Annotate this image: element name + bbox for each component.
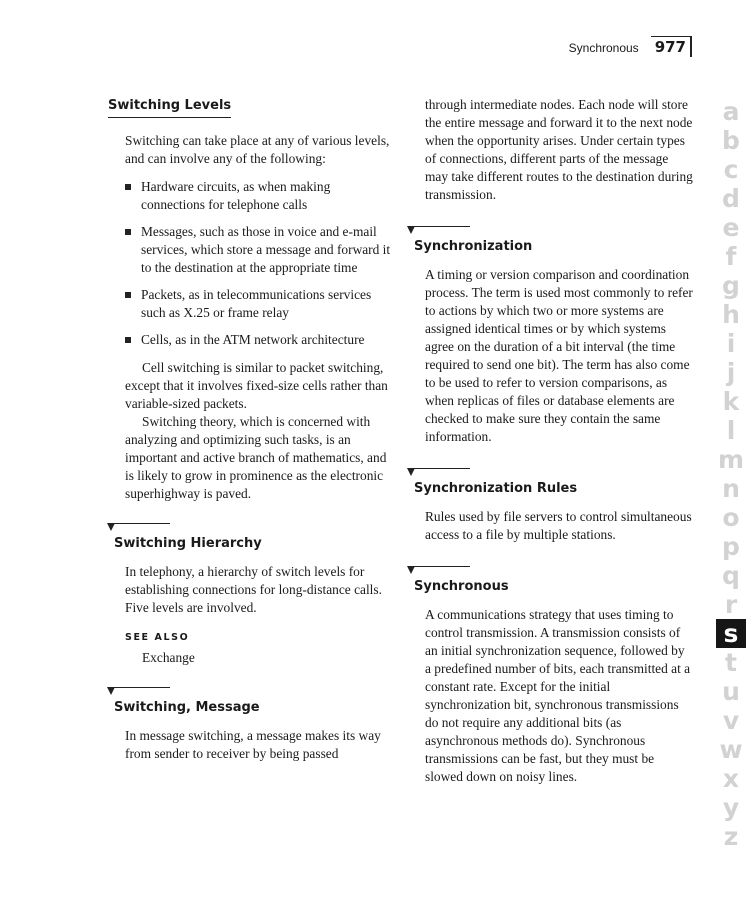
thumb-tab-q[interactable]: q	[722, 561, 740, 590]
thumb-tab-y[interactable]: y	[722, 793, 740, 822]
thumb-tab-n[interactable]: n	[722, 474, 740, 503]
thumb-tab-o[interactable]: o	[722, 503, 740, 532]
switching-levels-para-2: Switching theory, which is concerned with analyzing and optimizing such tasks, is an important and active branch of mathematics, and is likely to grow in prominence as the electronic superhighway is paved.	[125, 414, 387, 501]
entry-marker-icon	[408, 468, 470, 469]
switching-levels-intro: Switching can take place at any of various levels, and can involve any of the following:	[125, 133, 390, 166]
thumb-tab-e[interactable]: e	[722, 213, 740, 242]
entry-marker-icon	[108, 687, 170, 688]
thumb-tab-z[interactable]: z	[723, 822, 739, 851]
see-also-link[interactable]: Exchange	[142, 650, 195, 665]
list-item: Cells, as in the ATM network architecture	[141, 331, 393, 349]
thumb-tab-r[interactable]: r	[724, 590, 738, 619]
running-head	[569, 36, 692, 57]
entry-marker-icon	[108, 523, 170, 524]
thumb-tab-b[interactable]: b	[722, 126, 740, 155]
thumb-tab-m[interactable]: m	[717, 445, 745, 474]
see-also-label: SEE ALSO	[125, 632, 190, 643]
thumb-tab-g[interactable]: g	[722, 271, 740, 300]
thumb-tab-i[interactable]: i	[726, 329, 736, 358]
switching-message-body: In message switching, a message makes its way from sender to receiver by being passed	[125, 728, 381, 761]
thumb-tab-a[interactable]: a	[722, 97, 740, 126]
entry-title-text: Synchronization	[414, 239, 533, 254]
synchronization-rules-body: Rules used by file servers to control simultaneous access to a file by multiple stations.	[425, 509, 692, 542]
thumb-tab-d[interactable]: d	[722, 184, 740, 213]
entry-title-text: Switching Hierarchy	[114, 536, 262, 551]
thumb-tab-u[interactable]: u	[722, 677, 740, 706]
entry-title-switching-message	[114, 687, 393, 717]
thumb-tab-h[interactable]: h	[722, 300, 740, 329]
list-item: Packets, as in telecommunications services such as X.25 or frame relay	[141, 286, 393, 322]
left-column	[108, 96, 393, 763]
entry-marker-icon	[408, 226, 470, 227]
right-column	[408, 96, 693, 786]
thumb-tab-w[interactable]: w	[719, 735, 743, 764]
entry-marker-icon	[408, 566, 470, 567]
list-item: Hardware circuits, as when making connections for telephone calls	[141, 178, 393, 214]
thumb-tab-x[interactable]: x	[722, 764, 740, 793]
thumb-tab-c[interactable]: c	[723, 155, 739, 184]
thumb-tab-k[interactable]: k	[722, 387, 740, 416]
entry-title-synchronization-rules	[414, 468, 693, 498]
entry-title-switching-hierarchy	[114, 523, 393, 553]
thumb-index	[716, 97, 746, 851]
entry-title-switching-levels: Switching Levels	[108, 97, 231, 118]
entry-title-text: Synchronous	[414, 579, 509, 594]
thumb-tab-t[interactable]: t	[725, 648, 737, 677]
synchronous-body: A communications strategy that uses timing to control transmission. A transmission consists of an initial synchronization sequence, followed by a predefined number of bits, each transmitted at a constant rate. Except for the initial synchronization bit, synchronous transmissions do not require any additional bits (as asynchronous methods do). Synchronous transmissions can be fast, but they must be slowed down on noisy lines.	[425, 607, 691, 784]
running-head-word: Synchronous	[568, 41, 639, 55]
page-number: 977	[651, 36, 692, 57]
list-item: Messages, such as those in voice and e-mail services, which store a message and forward it to the destination at the appropriate time	[141, 223, 393, 277]
entry-title-synchronization	[414, 226, 693, 256]
entry-title-synchronous	[414, 566, 693, 596]
thumb-tab-f[interactable]: f	[725, 242, 737, 271]
thumb-tab-v[interactable]: v	[722, 706, 740, 735]
synchronization-body: A timing or version comparison and coordination process. The term is used most commonly to refer to actions by which two or more systems are assigned identical times or by which systems agree on the duration of a bit interval (the time required to send one bit). The term has also come to be used to refer to version comparisons, as when replicas of files or database elements are checked to make sure they contain the same information.	[425, 267, 693, 444]
switching-message-continuation: through intermediate nodes. Each node will store the entire message and forward it to the next node when the opportunity arises. Under certain types of connections, different parts of the message may take different routes to the destination during transmission.	[425, 97, 693, 202]
thumb-tab-j[interactable]: j	[726, 358, 736, 387]
entry-title-text: Synchronization Rules	[414, 481, 578, 496]
thumb-tab-l[interactable]: l	[726, 416, 736, 445]
switching-hierarchy-body: In telephony, a hierarchy of switch levels for establishing connections for long-distance calls. Five levels are involved.	[125, 564, 382, 615]
thumb-tab-p[interactable]: p	[722, 532, 740, 561]
switching-levels-list	[108, 178, 393, 349]
entry-title-text: Switching, Message	[114, 700, 260, 715]
switching-levels-para-1: Cell switching is similar to packet switching, except that it involves fixed-size cells rather than variable-sized packets.	[125, 360, 388, 411]
thumb-tab-s[interactable]: s	[716, 619, 746, 648]
